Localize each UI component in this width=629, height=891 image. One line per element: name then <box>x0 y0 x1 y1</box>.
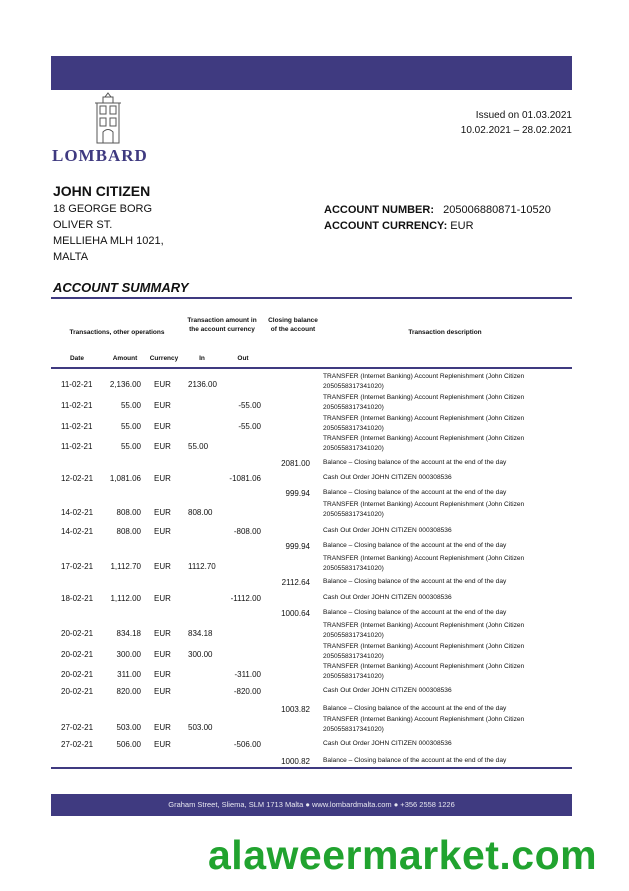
cell-in: 808.00 <box>188 508 213 517</box>
cell-currency: EUR <box>154 474 171 483</box>
cell-description: TRANSFER (Internet Banking) Account Replenishment (John Citizen 2050558317341020) <box>323 622 525 639</box>
cell-description: Balance – Closing balance of the account at the end of the day <box>323 489 507 496</box>
cell-description: TRANSFER (Internet Banking) Account Replenishment (John Citizen 2050558317341020) <box>323 663 525 680</box>
cell-amount: 506.00 <box>116 740 141 749</box>
cell-currency: EUR <box>154 401 171 410</box>
cell-description: TRANSFER (Internet Banking) Account Replenishment (John Citizen 2050558317341020) <box>323 415 525 432</box>
cell-balance: 1003.82 <box>281 705 310 714</box>
cell-date: 20-02-21 <box>61 629 94 638</box>
cell-in: 300.00 <box>188 650 213 659</box>
cell-description: Balance – Closing balance of the account at the end of the day <box>323 578 507 585</box>
cell-currency: EUR <box>154 380 171 389</box>
bank-logo <box>52 92 172 164</box>
header-in: In <box>199 355 205 362</box>
client-address <box>53 201 164 265</box>
cell-currency: EUR <box>154 629 171 638</box>
cell-amount: 300.00 <box>116 650 141 659</box>
account-number-label: ACCOUNT NUMBER: <box>324 204 434 216</box>
cell-amount: 808.00 <box>116 508 141 517</box>
header-closing: Closing balance of the account <box>268 317 318 333</box>
cell-currency: EUR <box>154 670 171 679</box>
cell-currency: EUR <box>154 594 171 603</box>
header-date: Date <box>69 355 85 362</box>
cell-date: 11-02-21 <box>61 442 93 451</box>
cell-description: Cash Out Order JOHN CITIZEN 000308536 <box>323 474 452 481</box>
cell-out: -55.00 <box>238 401 261 410</box>
cell-date: 20-02-21 <box>61 650 94 659</box>
cell-description: Balance – Closing balance of the account at the end of the day <box>323 459 507 466</box>
cell-out: -506.00 <box>233 740 261 749</box>
statement-dates <box>461 108 572 138</box>
cell-currency: EUR <box>154 687 171 696</box>
cell-in: 834.18 <box>188 629 213 638</box>
cell-description: TRANSFER (Internet Banking) Account Replenishment (John Citizen 205055831734102​0) <box>323 373 525 390</box>
cell-date: 11-02-21 <box>61 401 93 410</box>
cell-description: Balance – Closing balance of the account at the end of the day <box>323 542 507 549</box>
table-header-rule <box>51 367 572 369</box>
header-description: Transaction description <box>408 329 482 336</box>
cell-balance: 2112.64 <box>281 578 310 587</box>
header-out: Out <box>237 355 249 362</box>
footer-bar: Graham Street, Sliema, SLM 1713 Malta ● www.lombardmalta.com ● +356 2558 1226 <box>51 794 572 816</box>
cell-description: Cash Out Order JOHN CITIZEN 000308536 <box>323 740 452 747</box>
cell-date: 14-02-21 <box>61 508 94 517</box>
cell-date: 27-02-21 <box>61 723 94 732</box>
cell-description: TRANSFER (Internet Banking) Account Replenishment (John Citizen 2050558317341020) <box>323 716 525 733</box>
cell-description: TRANSFER (Internet Banking) Account Replenishment (John Citizen 2050558317341020) <box>323 501 525 518</box>
account-currency: EUR <box>450 220 474 232</box>
cell-date: 17-02-21 <box>61 562 94 571</box>
cell-amount: 834.18 <box>116 629 141 638</box>
cell-date: 20-02-21 <box>61 670 94 679</box>
cell-amount: 311.00 <box>117 670 141 679</box>
cell-amount: 55.00 <box>120 442 141 451</box>
cell-currency: EUR <box>154 740 171 749</box>
watermark: alaweermarket.com <box>208 832 598 878</box>
cell-amount: 503.00 <box>116 723 141 732</box>
cell-out: -808.00 <box>233 527 261 536</box>
cell-balance: 2081.00 <box>281 459 310 468</box>
cell-description: TRANSFER (Internet Banking) Account Replenishment (John Citizen 2050558317341020) <box>323 435 525 452</box>
cell-balance: 1000.64 <box>281 609 310 618</box>
building-icon <box>92 92 124 144</box>
cell-description: Balance – Closing balance of the account at the end of the day <box>323 705 507 712</box>
cell-description: Balance – Closing balance of the account at the end of the day <box>323 757 507 764</box>
cell-description: TRANSFER (Internet Banking) Account Replenishment (John Citizen 2050558317341020) <box>323 394 525 411</box>
cell-balance: 1000.82 <box>281 757 310 766</box>
cell-balance: 999.94 <box>285 489 310 498</box>
cell-out: -311.00 <box>234 670 261 679</box>
cell-currency: EUR <box>154 442 171 451</box>
address-line: MALTA <box>53 251 89 263</box>
account-currency-label: ACCOUNT CURRENCY: <box>324 220 448 232</box>
cell-amount: 55.00 <box>120 422 141 431</box>
cell-date: 14-02-21 <box>61 527 94 536</box>
cell-amount: 55.00 <box>120 401 141 410</box>
cell-currency: EUR <box>154 508 171 517</box>
header-transactions: Transactions, other operations <box>69 329 165 336</box>
address-line: 18 GEORGE BORG <box>53 203 153 215</box>
cell-date: 12-02-21 <box>61 474 94 483</box>
cell-in: 503.00 <box>188 723 213 732</box>
account-info <box>324 202 551 234</box>
cell-currency: EUR <box>154 527 171 536</box>
cell-in: 55.00 <box>188 442 209 451</box>
cell-currency: EUR <box>154 723 171 732</box>
table-bottom-rule <box>51 767 572 769</box>
cell-balance: 999.94 <box>285 542 310 551</box>
cell-amount: 2,136.00 <box>109 380 141 389</box>
cell-date: 11-02-21 <box>61 422 93 431</box>
cell-amount: 1,081.06 <box>109 474 141 483</box>
address-line: OLIVER ST. <box>53 219 113 231</box>
header-bar <box>51 56 572 90</box>
cell-amount: 808.00 <box>116 527 141 536</box>
cell-out: -1081.06 <box>229 474 261 483</box>
bank-name: LOMBARD <box>52 146 148 165</box>
cell-description: Cash Out Order JOHN CITIZEN 000308536 <box>323 527 452 534</box>
cell-amount: 820.00 <box>116 687 141 696</box>
header-amount: Amount <box>112 355 138 362</box>
header-amount-group: Transaction amount in the account currency <box>187 317 257 333</box>
cell-out: -820.00 <box>233 687 261 696</box>
cell-in: 1112.70 <box>188 562 216 571</box>
summary-title: ACCOUNT SUMMARY <box>53 280 189 295</box>
account-number: 205006880871-10520 <box>443 204 551 216</box>
cell-currency: EUR <box>154 650 171 659</box>
address-line: MELLIEHA MLH 1021, <box>53 235 164 247</box>
header-currency: Currency <box>149 355 179 362</box>
cell-currency: EUR <box>154 422 171 431</box>
issued-date: Issued on 01.03.2021 <box>475 110 572 121</box>
client-name: JOHN CITIZEN <box>53 183 151 199</box>
cell-description: TRANSFER (Internet Banking) Account Replenishment (John Citizen 2050558317341020) <box>323 555 525 572</box>
cell-date: 20-02-21 <box>61 687 94 696</box>
cell-out: -55.00 <box>238 422 261 431</box>
cell-description: Cash Out Order JOHN CITIZEN 000308536 <box>323 594 452 601</box>
cell-date: 11-02-21 <box>61 380 93 389</box>
cell-amount: 1,112.00 <box>110 594 141 603</box>
cell-description: Cash Out Order JOHN CITIZEN 000308536 <box>323 687 452 694</box>
cell-currency: EUR <box>154 562 171 571</box>
cell-date: 27-02-21 <box>61 740 94 749</box>
cell-amount: 1,112.70 <box>110 562 141 571</box>
cell-description: Balance – Closing balance of the account at the end of the day <box>323 609 507 616</box>
cell-in: 2136.00 <box>188 380 217 389</box>
statement-period: 10.02.2021 – 28.02.2021 <box>460 125 572 136</box>
cell-date: 18-02-21 <box>61 594 94 603</box>
cell-out: -1112.00 <box>230 594 261 603</box>
summary-rule <box>51 297 572 299</box>
cell-description: TRANSFER (Internet Banking) Account Replenishment (John Citizen 2050558317341020) <box>323 643 525 660</box>
